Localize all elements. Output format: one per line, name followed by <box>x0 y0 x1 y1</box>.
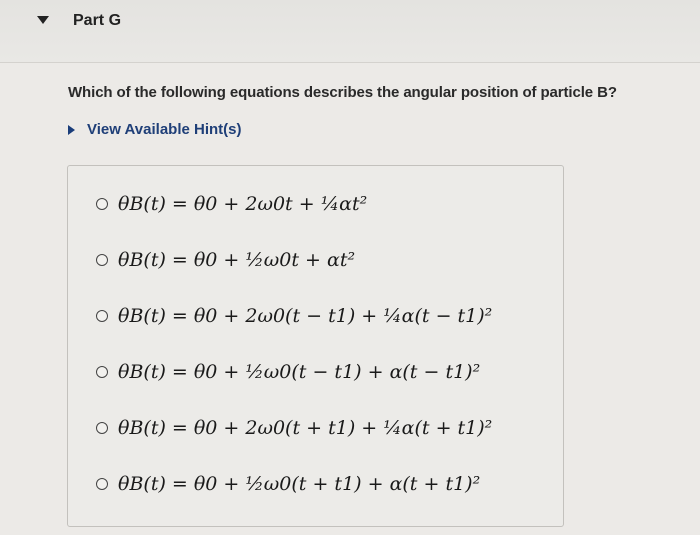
answer-option[interactable] <box>96 193 367 215</box>
radio-button[interactable] <box>96 478 108 490</box>
view-hints-link[interactable] <box>68 121 242 138</box>
part-title[interactable]: Part G <box>73 12 122 29</box>
option-equation: θB(t) = θ0 + 2ω0(t − t1) + ¼α(t − t1)² <box>118 305 493 327</box>
radio-button[interactable] <box>96 198 108 210</box>
collapse-caret-icon[interactable] <box>37 16 49 24</box>
answer-option[interactable] <box>96 361 480 383</box>
option-equation: θB(t) = θ0 + ½ω0(t + t1) + α(t + t1)² <box>118 473 481 495</box>
question-text: Which of the following equations describes the angular position of particle B? <box>68 84 617 101</box>
answer-options <box>67 165 564 527</box>
option-equation: θB(t) = θ0 + ½ω0t + αt² <box>118 249 356 271</box>
radio-button[interactable] <box>96 254 108 266</box>
radio-button[interactable] <box>96 422 108 434</box>
part-header[interactable] <box>0 0 700 63</box>
option-equation: θB(t) = θ0 + 2ω0t + ¼αt² <box>118 193 368 215</box>
answer-option[interactable] <box>96 417 492 439</box>
answer-option[interactable] <box>96 305 492 327</box>
radio-button[interactable] <box>96 366 108 378</box>
radio-button[interactable] <box>96 310 108 322</box>
option-equation: θB(t) = θ0 + ½ω0(t − t1) + α(t − t1)² <box>118 361 481 383</box>
option-equation: θB(t) = θ0 + 2ω0(t + t1) + ¼α(t + t1)² <box>118 417 493 439</box>
answer-option[interactable] <box>96 473 480 495</box>
expand-triangle-icon <box>68 125 75 135</box>
hint-label[interactable]: View Available Hint(s) <box>87 121 242 138</box>
answer-option[interactable] <box>96 249 355 271</box>
